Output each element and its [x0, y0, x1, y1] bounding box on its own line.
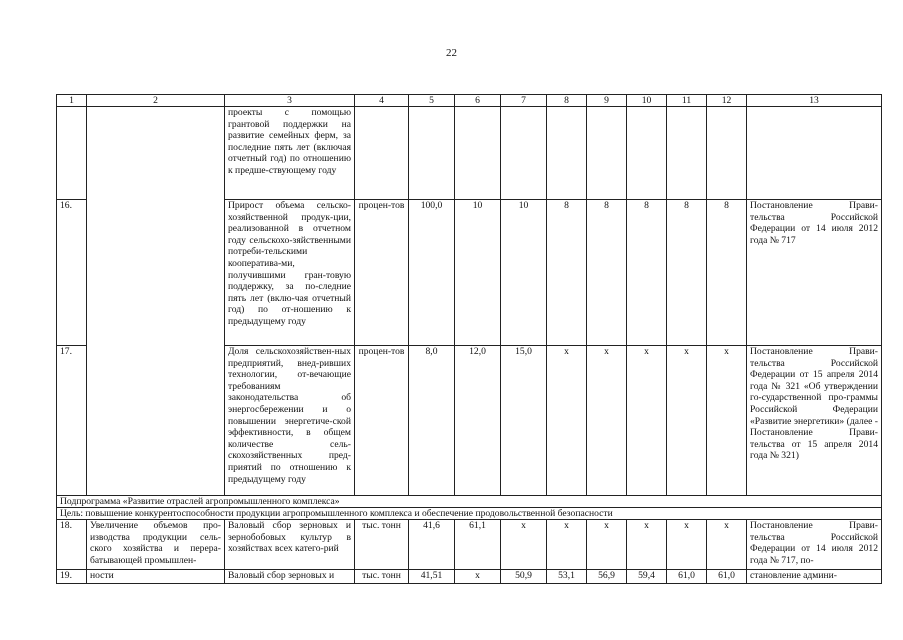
value: x	[627, 346, 667, 496]
unit: процен-тов	[355, 346, 409, 496]
indicator-name: Валовый сбор зерновых и	[225, 570, 355, 584]
indicator-name: проекты с помощью грантовой поддержки на развитие семейных ферм, за последние пять лет (включая отчетный год) по отношению к предше-ствующему году	[225, 107, 355, 200]
column-number-row	[57, 95, 882, 107]
row-number: 18.	[57, 520, 87, 570]
value: 15,0	[501, 346, 547, 496]
value: x	[547, 520, 587, 570]
subprogram-row	[57, 496, 882, 508]
table-row	[57, 570, 882, 584]
legal-basis: Постановление Прави-тельства Российской Федерации от 14 июля 2012 года № 717, по-	[747, 520, 882, 570]
value	[501, 107, 547, 200]
legal-basis: Постановление Прави-тельства Российской Федерации от 15 апреля 2014 года № 321 «Об утверждении го-сударственной про-граммы Российской Федерации «Развитие энергетики» (далее - Постановление Прави-тельства от 15 апреля 2014 года № 321)	[747, 346, 882, 496]
value: x	[501, 520, 547, 570]
value: x	[587, 520, 627, 570]
value: 61,1	[455, 520, 501, 570]
value: 8	[587, 200, 627, 346]
value: 8	[667, 200, 707, 346]
value: x	[667, 346, 707, 496]
subprogram-title: Подпрограмма «Развитие отраслей агропромышленного комплекса»	[57, 496, 882, 508]
row-number: 16.	[57, 200, 87, 346]
value: 41,6	[409, 520, 455, 570]
value: x	[547, 346, 587, 496]
value: x	[707, 346, 747, 496]
value: 8	[547, 200, 587, 346]
column-number: 6	[455, 95, 501, 107]
goal-title: Цель: повышение конкурентоспособности продукции агропромышленного комплекса и обеспечение продовольственной безопасности	[57, 508, 882, 520]
value	[707, 107, 747, 200]
indicators-table	[56, 94, 882, 584]
row-number: 19.	[57, 570, 87, 584]
column-number: 4	[355, 95, 409, 107]
value	[667, 107, 707, 200]
row-number: 17.	[57, 346, 87, 496]
column-number: 11	[667, 95, 707, 107]
value: 10	[455, 200, 501, 346]
value: x	[707, 520, 747, 570]
legal-basis: становление админи-	[747, 570, 882, 584]
value: 8	[627, 200, 667, 346]
value: 61,0	[707, 570, 747, 584]
value: 41,51	[409, 570, 455, 584]
value: 8	[707, 200, 747, 346]
value	[587, 107, 627, 200]
unit: процен-тов	[355, 200, 409, 346]
value: x	[455, 570, 501, 584]
table-row	[57, 107, 882, 200]
value: 53,1	[547, 570, 587, 584]
unit	[355, 107, 409, 200]
unit: тыс. тонн	[355, 520, 409, 570]
unit: тыс. тонн	[355, 570, 409, 584]
column-number: 7	[501, 95, 547, 107]
value: 12,0	[455, 346, 501, 496]
table-row	[57, 520, 882, 570]
indicator-name: Доля сельскохозяйствен-ных предприятий, внед-ривших технологии, от-вечающие требованиям законодательства об энергосбережении и о повышении энергетиче-ской эффективности, в общем количестве сель-скохозяйственных пред-приятий по отношению к предыдущему году	[225, 346, 355, 496]
value: 61,0	[667, 570, 707, 584]
row-number	[57, 107, 87, 200]
goal-cell: ности	[87, 570, 225, 584]
column-number: 13	[747, 95, 882, 107]
goal-row	[57, 508, 882, 520]
goal-cell	[87, 107, 225, 496]
value: 56,9	[587, 570, 627, 584]
legal-basis	[747, 107, 882, 200]
value: 10	[501, 200, 547, 346]
value: 59,4	[627, 570, 667, 584]
value	[455, 107, 501, 200]
indicator-name: Прирост объема сельско-хозяйственной продук-ции, реализованной в отчетном году сельскохо-зяйственными потреби-тельскими кооператива-ми, получившими гран-товую поддержку, за по-следние пять лет (вклю-чая отчетный год) по от-ношению к предыдущему году	[225, 200, 355, 346]
value	[409, 107, 455, 200]
value: x	[587, 346, 627, 496]
goal-cell: Увеличение объемов про-изводства продукции сель-ского хозяйства и перера-батывающей промышлен-	[87, 520, 225, 570]
value: 50,9	[501, 570, 547, 584]
page-number: 22	[446, 47, 457, 59]
column-number: 12	[707, 95, 747, 107]
value	[547, 107, 587, 200]
column-number: 3	[225, 95, 355, 107]
value: x	[667, 520, 707, 570]
legal-basis: Постановление Прави-тельства Российской Федерации от 14 июля 2012 года № 717	[747, 200, 882, 346]
indicator-name: Валовый сбор зерновых и зернобобовых культур в хозяйствах всех катего-рий	[225, 520, 355, 570]
value: 8,0	[409, 346, 455, 496]
column-number: 8	[547, 95, 587, 107]
column-number: 2	[87, 95, 225, 107]
column-number: 10	[627, 95, 667, 107]
column-number: 1	[57, 95, 87, 107]
value: x	[627, 520, 667, 570]
column-number: 9	[587, 95, 627, 107]
value: 100,0	[409, 200, 455, 346]
value	[627, 107, 667, 200]
column-number: 5	[409, 95, 455, 107]
